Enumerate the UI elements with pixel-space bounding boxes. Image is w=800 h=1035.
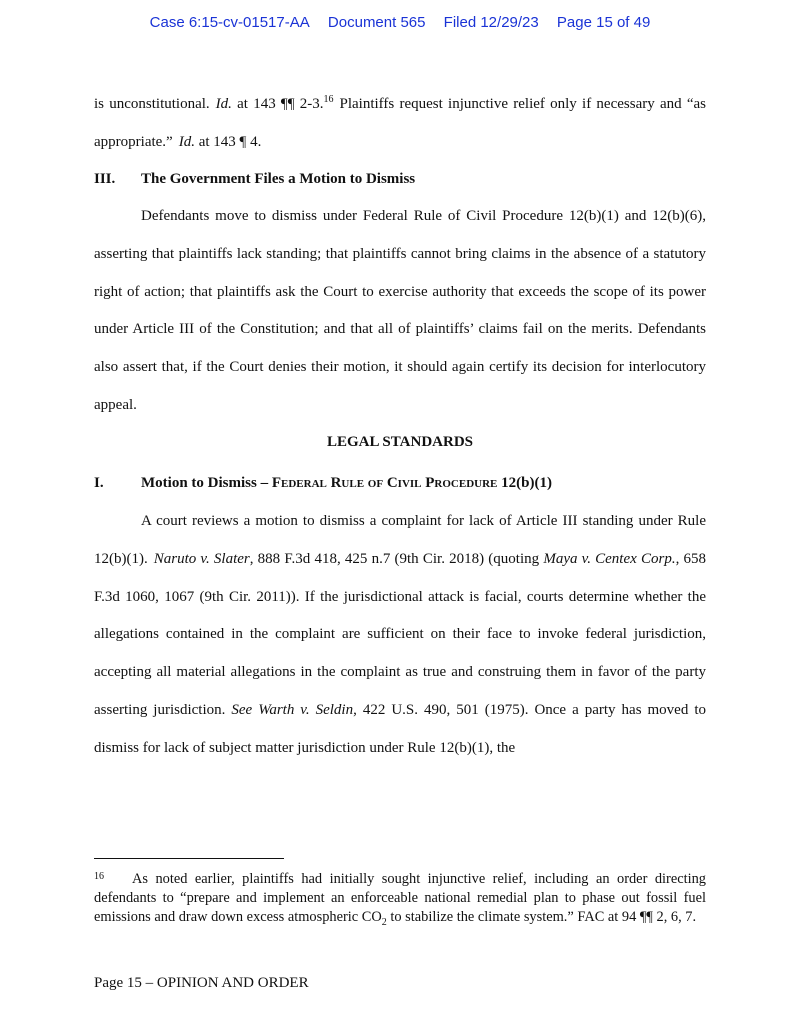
case-header <box>0 14 800 31</box>
footnote-text-a: As noted earlier, plaintiffs had initially sought injunctive relief, including an order directing defendants to “prepare and implement an enforceable national remedial plan to phase out fossil fuel emissions and draw down excess atmospheric CO <box>94 871 706 926</box>
section-title-a: Motion to Dismiss – <box>141 475 272 491</box>
p3-text-c: , 658 F.3d 1060, 1067 (9th Cir. 2011)). If the jurisdictional attack is facial, courts determine whether the allegations contained in the complaint are sufficient on their face to invoke federal jurisdiction, accepting all material allegations in the complaint as true and construing them in favor of the party asserting jurisdiction. <box>94 550 707 718</box>
footnote-divider <box>94 858 284 859</box>
page-footer: Page 15 – OPINION AND ORDER <box>94 975 309 991</box>
footnote-16 <box>94 867 706 928</box>
filed-date: Filed 12/29/23 <box>443 14 539 31</box>
page-indicator: Page 15 of 49 <box>556 14 651 31</box>
section-title-c: 12(b)(1) <box>497 475 552 491</box>
section-heading-i <box>94 475 706 492</box>
paragraph-3 <box>94 503 706 768</box>
p3-text-b: , 888 F.3d 418, 425 n.7 (9th Cir. 2018) (quoting <box>249 550 540 567</box>
legal-standards-heading: LEGAL STANDARDS <box>326 434 473 450</box>
p1-id-cite-2: Id. <box>178 133 195 150</box>
p1-text-a: is unconstitutional. <box>94 96 210 112</box>
footnote-text-b: to stabilize the climate system.” FAC at 94 ¶¶ 2, 6, 7. <box>386 909 697 926</box>
case-cite-maya: Maya v. Centex Corp. <box>543 550 676 567</box>
p3-text-a: A court reviews a motion to dismiss a complaint for lack of Article III standing under Rule 12(b)(1). <box>94 513 706 567</box>
p3-text-d: , 422 U.S. 490, 501 (1975). Once a party has moved to dismiss for lack of subject matter jurisdiction under Rule 12(b)(1), the <box>94 701 706 756</box>
section-heading-iii <box>94 171 706 188</box>
footnote-ref-16[interactable]: 16 <box>323 94 334 105</box>
case-number: Case 6:15-cv-01517-AA <box>149 14 310 31</box>
case-cite-warth: See Warth v. Seldin <box>231 701 354 718</box>
section-number: III. <box>94 171 116 187</box>
footnote-mark: 16 <box>94 871 104 882</box>
p1-text-d: at 143 ¶ 4. <box>198 133 262 150</box>
section-title-b: Federal Rule of Civil Procedure <box>271 475 498 491</box>
section-number: I. <box>94 475 104 491</box>
p1-text-c: Plaintiffs request injunctive relief only if necessary and “as appropriate.” <box>94 96 706 150</box>
document-number: Document 565 <box>327 14 426 31</box>
p1-id-cite: Id. <box>215 96 232 112</box>
footnote-subscript: 2 <box>381 917 387 929</box>
paragraph-1 <box>94 86 706 162</box>
case-cite-naruto: Naruto v. Slater <box>153 550 250 567</box>
paragraph-2: Defendants move to dismiss under Federal Rule of Civil Procedure 12(b)(1) and 12(b)(6), asserting that plaintiffs lack standing; that plaintiffs cannot bring claims in the absence of a statutory right of action; that plaintiffs ask the Court to exercise authority that exceeds the scope of its power under Article III of the Constitution; and that all of plaintiffs’ claims fail on the merits. Defendants also assert that, if the Court denies their motion, it should again certify its decision for interlocutory appeal. <box>94 208 706 413</box>
section-title: The Government Files a Motion to Dismiss <box>141 171 416 187</box>
p1-text-b: at 143 ¶¶ 2-3. <box>237 96 324 112</box>
